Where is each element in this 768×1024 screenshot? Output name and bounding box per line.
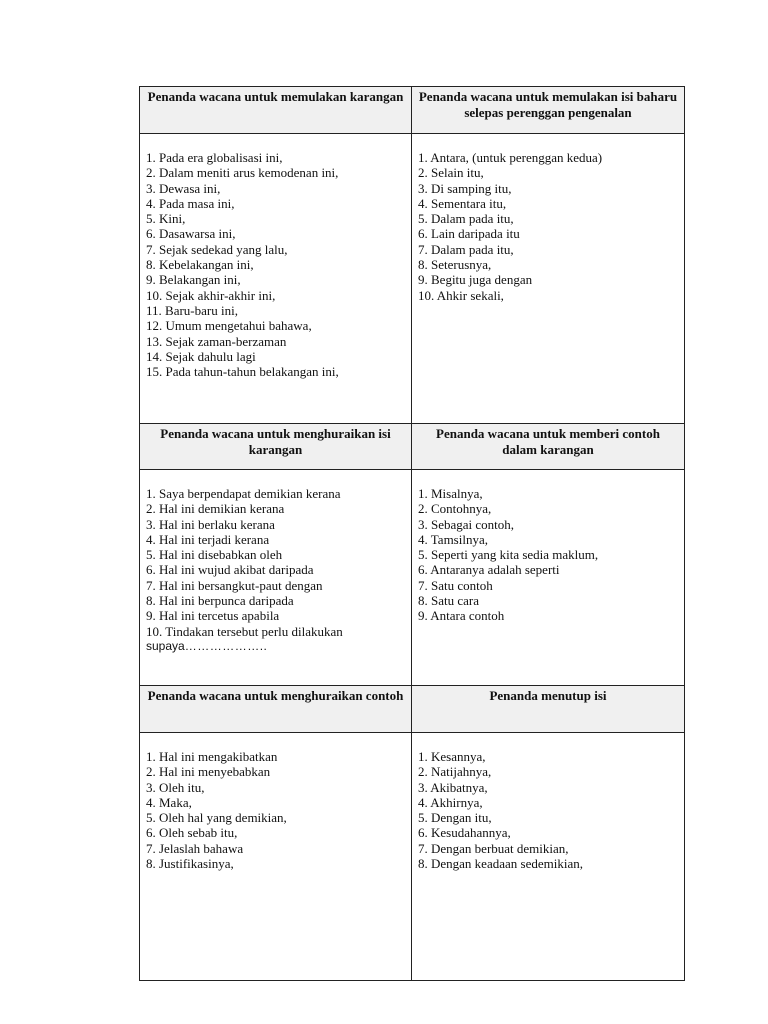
list-item: 7. Sejak sedekad yang lalu, (146, 241, 288, 257)
list-item: 4. Hal ini terjadi kerana (146, 531, 270, 547)
list-item: 4. Akhirnya, (418, 794, 483, 810)
list-item: 9. Belakangan ini, (146, 272, 241, 288)
list-item: 7. Hal ini bersangkut-paut dengan (146, 577, 323, 593)
content-row (140, 134, 685, 424)
list-new-point (412, 134, 685, 424)
list-item: 8. Seterusnya, (418, 257, 492, 273)
list-item: 5. Oleh hal yang demikian, (146, 810, 287, 826)
list-item: 7. Dengan berbuat demikian, (418, 840, 569, 856)
heading-opening-essay: Penanda wacana untuk memulakan karangan (140, 87, 412, 134)
heading-new-point: Penanda wacana untuk memulakan isi baharu selepas perenggan pengenalan (412, 87, 685, 134)
heading-elaborate-example: Penanda wacana untuk menghuraikan contoh (140, 686, 412, 733)
list-item: 8. Justifikasinya, (146, 856, 234, 872)
list-item: 15. Pada tahun-tahun belakangan ini, (146, 364, 339, 380)
heading-elaborate-point: Penanda wacana untuk menghuraikan isi karangan (140, 424, 412, 470)
list-item: 1. Antara, (untuk perenggan kedua) (418, 150, 603, 165)
list-item: 10. Ahkir sekali, (418, 287, 504, 303)
list-item: 7. Jelaslah bahawa (146, 840, 244, 856)
list-item: 6. Lain daripada itu (418, 226, 520, 242)
list-close-point (412, 733, 685, 981)
list-item: 10. Sejak akhir-akhir ini, (146, 287, 276, 303)
list-elaborate-example (140, 733, 412, 981)
content-row (140, 470, 685, 686)
list-item: 9. Antara contoh (418, 608, 505, 624)
list-item: 7. Dalam pada itu, (418, 241, 514, 257)
list-elaborate-point (140, 470, 412, 686)
list-item: 4. Maka, (146, 794, 192, 810)
list-item: 4. Sementara itu, (418, 195, 507, 211)
list-item-continuation (146, 639, 407, 654)
list-item: 6. Oleh sebab itu, (146, 825, 238, 841)
list-item: 6. Dasawarsa ini, (146, 226, 236, 242)
list-item: 11. Baru-baru ini, (146, 302, 238, 318)
list-item: 4. Tamsilnya, (418, 531, 488, 547)
list-item: 5. Dengan itu, (418, 810, 492, 826)
list-item: 8. Hal ini berpunca daripada (146, 593, 294, 609)
list-item: 2. Contohnya, (418, 501, 492, 517)
header-row (140, 686, 685, 733)
continuation-dots: ……………….. (184, 638, 268, 653)
header-row (140, 424, 685, 470)
list-item: 1. Kesannya, (418, 749, 486, 764)
document-sheet (139, 86, 684, 981)
list-item: 3. Sebagai contoh, (418, 516, 515, 532)
list-item: 3. Hal ini berlaku kerana (146, 516, 275, 532)
continuation-word: supaya (146, 638, 185, 653)
list-item: 9. Hal ini tercetus apabila (146, 608, 280, 624)
list-item: 2. Selain itu, (418, 165, 484, 181)
list-item: 12. Umum mengetahui bahawa, (146, 318, 312, 334)
list-item: 3. Dewasa ini, (146, 180, 221, 196)
list-item: 5. Hal ini disebabkan oleh (146, 547, 283, 563)
list-item: 2. Hal ini demikian kerana (146, 501, 285, 517)
list-item: 13. Sejak zaman-berzaman (146, 333, 287, 349)
list-item: 7. Satu contoh (418, 577, 493, 593)
list-item: 3. Akibatnya, (418, 779, 488, 795)
list-item: 8. Dengan keadaan sedemikian, (418, 856, 583, 872)
list-item: 4. Pada masa ini, (146, 195, 235, 211)
list-item: 3. Oleh itu, (146, 779, 205, 795)
heading-give-example: Penanda wacana untuk memberi contoh dalam karangan (412, 424, 685, 470)
list-item: 5. Seperti yang kita sedia maklum, (418, 547, 599, 563)
list-opening-essay (140, 134, 412, 424)
list-item: 2. Natijahnya, (418, 764, 492, 780)
list-item: 5. Kini, (146, 211, 186, 227)
list-item: 14. Sejak dahulu lagi (146, 348, 256, 364)
list-item: 6. Antaranya adalah seperti (418, 562, 560, 578)
list-item: 5. Dalam pada itu, (418, 211, 514, 227)
list-item: 2. Hal ini menyebabkan (146, 764, 271, 780)
content-row (140, 733, 685, 981)
list-item: 1. Saya berpendapat demikian kerana (146, 486, 341, 501)
list-item: 2. Dalam meniti arus kemodenan ini, (146, 165, 339, 181)
list-item: 10. Tindakan tersebut perlu dilakukan (146, 623, 343, 639)
list-item: 6. Kesudahannya, (418, 825, 511, 841)
list-item: 1. Misalnya, (418, 486, 483, 501)
header-row (140, 87, 685, 134)
list-item: 8. Kebelakangan ini, (146, 257, 254, 273)
list-item: 1. Pada era globalisasi ini, (146, 150, 283, 165)
heading-close-point: Penanda menutup isi (412, 686, 685, 733)
list-item: 8. Satu cara (418, 593, 480, 609)
discourse-markers-table (139, 86, 685, 981)
list-item: 1. Hal ini mengakibatkan (146, 749, 278, 764)
list-item: 6. Hal ini wujud akibat daripada (146, 562, 314, 578)
list-give-example (412, 470, 685, 686)
list-item: 3. Di samping itu, (418, 180, 512, 196)
list-item: 9. Begitu juga dengan (418, 272, 533, 288)
